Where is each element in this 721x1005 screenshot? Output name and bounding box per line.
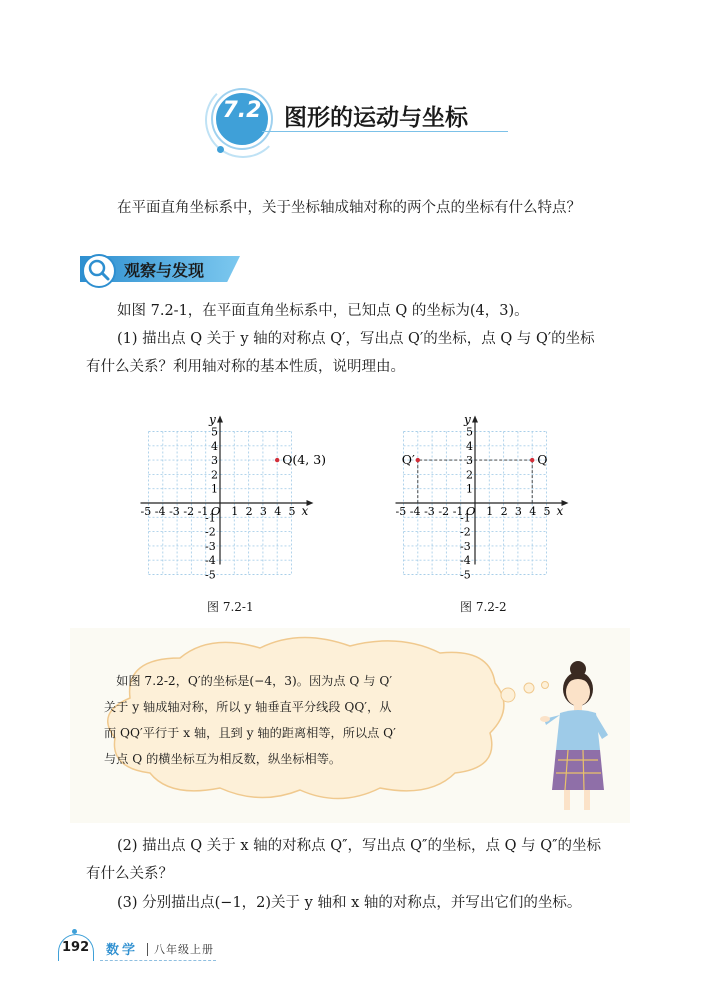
y-tick-label: -5: [205, 568, 216, 582]
footer-book-title: 八年级上册: [154, 943, 214, 956]
x-tick-label: 4: [274, 505, 282, 518]
x-tick-label: -5: [140, 505, 152, 518]
section-title-underline: [262, 131, 508, 132]
page-number-dot: [72, 929, 77, 934]
origin-label: O: [466, 504, 476, 518]
data-point: [530, 458, 534, 462]
y-tick-label: -1: [460, 511, 471, 525]
y-tick-label: 4: [211, 439, 218, 453]
question-2-line-1: (2) 描出点 Q 关于 x 轴的对称点 Q″，写出点 Q″的坐标，点 Q 与 Q″的坐标: [117, 838, 601, 854]
y-tick-label: 4: [466, 439, 473, 453]
figure-7-2-1-caption: 图 7.2-1: [207, 600, 254, 614]
y-tick-label: 5: [466, 425, 473, 439]
x-tick-label: 5: [288, 505, 296, 518]
origin-label: O: [211, 504, 221, 518]
y-tick-label: -2: [460, 525, 471, 539]
point-label: Q(4, 3): [282, 452, 327, 468]
x-axis-label: x: [556, 504, 564, 518]
figure-7-2-2-chart: [385, 395, 585, 595]
y-axis-label: y: [464, 412, 471, 427]
x-tick-label: -1: [197, 505, 209, 518]
x-tick-label: -4: [409, 505, 421, 518]
question-2-line-2: 有什么关系？: [86, 866, 173, 882]
y-tick-label: 3: [211, 454, 218, 468]
y-tick-label: -4: [460, 554, 471, 568]
y-tick-label: 3: [466, 454, 473, 468]
footer-dashed-line: [100, 960, 216, 961]
y-tick-label: -3: [460, 539, 471, 553]
x-tick-label: -5: [395, 505, 407, 518]
x-tick-label: 3: [514, 505, 522, 518]
magnifier-icon: [82, 254, 116, 288]
x-tick-label: 2: [500, 505, 508, 518]
observe-paragraph-1: 如图 7.2-1，在平面直角坐标系中，已知点 Q 的坐标为(4，3)。: [117, 303, 529, 319]
y-tick-label: 5: [211, 425, 218, 439]
x-tick-label: 5: [543, 505, 551, 518]
thought-bubble-text: [104, 668, 464, 772]
x-tick-label: -1: [452, 505, 464, 518]
question-3: (3) 分别描出点(−1，2)关于 y 轴和 x 轴的对称点，并写出它们的坐标。: [117, 895, 582, 911]
x-tick-label: 3: [259, 505, 267, 518]
section-title: 图形的运动与坐标: [284, 105, 468, 131]
x-tick-label: 2: [245, 505, 253, 518]
question-1-line-1: (1) 描出点 Q 关于 y 轴的对称点 Q′，写出点 Q′的坐标，点 Q 与 Q′的坐标: [117, 331, 595, 347]
thought-line: 与点 Q 的横坐标互为相反数，纵坐标相等。: [104, 752, 342, 766]
y-tick-label: -5: [460, 568, 471, 582]
thought-line: 关于 y 轴成轴对称，所以 y 轴垂直平分线段 QQ′，从: [104, 700, 392, 714]
y-axis-arrow: [472, 416, 478, 423]
y-tick-label: -3: [205, 539, 216, 553]
y-tick-label: -1: [205, 511, 216, 525]
figure-7-2-2-caption: 图 7.2-2: [460, 600, 507, 614]
x-tick-label: -4: [154, 505, 166, 518]
y-tick-label: 1: [211, 482, 218, 496]
y-tick-label: 1: [466, 482, 473, 496]
y-tick-label: 2: [211, 468, 218, 482]
data-point: [275, 458, 279, 462]
section-decor-dot: [217, 146, 224, 153]
y-axis-label: y: [209, 412, 216, 427]
intro-question: 在平面直角坐标系中，关于坐标轴成轴对称的两个点的坐标有什么特点？: [117, 200, 581, 216]
y-tick-label: -2: [205, 525, 216, 539]
section-number: 7.2: [222, 98, 262, 123]
x-tick-label: 1: [486, 505, 494, 518]
thought-line: 而 QQ′平行于 x 轴，且到 y 轴的距离相等，所以点 Q′: [104, 726, 396, 740]
y-tick-label: 2: [466, 468, 473, 482]
point-label: Q′: [401, 452, 415, 468]
question-1-line-2: 有什么关系？利用轴对称的基本性质，说明理由。: [86, 359, 405, 375]
footer-subject: 数学: [106, 943, 139, 958]
x-tick-label: 1: [231, 505, 239, 518]
page-number: 192: [62, 940, 90, 955]
x-axis-label: x: [301, 504, 309, 518]
point-label: Q: [537, 452, 548, 468]
footer-separator: [147, 943, 148, 956]
x-tick-label: -3: [424, 505, 435, 518]
y-axis-arrow: [217, 416, 223, 423]
y-tick-label: -4: [205, 554, 216, 568]
observe-title: 观察与发现: [124, 261, 205, 280]
x-tick-label: -3: [169, 505, 180, 518]
x-tick-label: 4: [529, 505, 537, 518]
student-girl-illustration: [538, 655, 618, 815]
x-tick-label: -2: [183, 505, 195, 518]
thought-line: 如图 7.2-2，Q′的坐标是(−4，3)。因为点 Q 与 Q′: [104, 674, 393, 688]
x-tick-label: -2: [438, 505, 450, 518]
data-point: [416, 458, 420, 462]
figure-7-2-1-chart: [130, 395, 330, 595]
